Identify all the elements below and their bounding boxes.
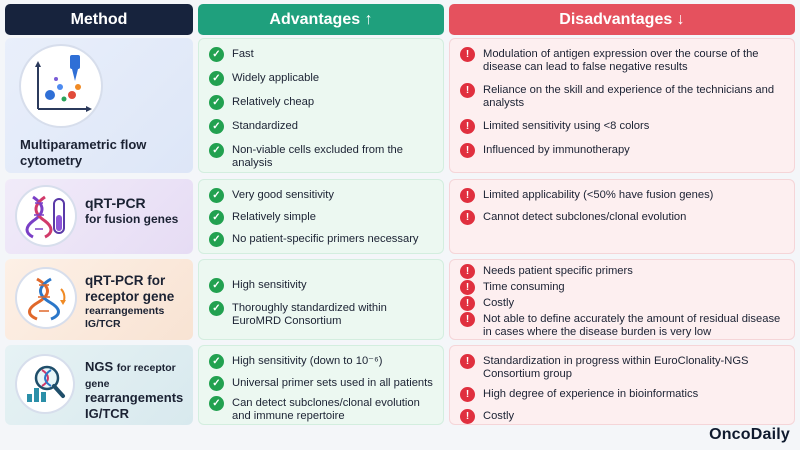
- check-icon: ✓: [209, 210, 224, 225]
- method-cell-flow-cytometry: [5, 38, 193, 173]
- method-cell-ngs: [5, 345, 193, 425]
- advantages-header: Advantages ↑: [198, 4, 444, 35]
- check-icon: ✓: [209, 301, 224, 316]
- advantage-item: ✓ Widely applicable: [209, 71, 437, 86]
- method-header: Method: [5, 4, 193, 35]
- advantage-item: ✓ Non-viable cells excluded from the analysis: [209, 143, 437, 170]
- dna-magnifier-icon: [15, 354, 75, 414]
- disadvantage-item: ! Modulation of antigen expression over the course of the disease can lead to false negative results: [460, 47, 788, 74]
- check-icon: ✓: [209, 278, 224, 293]
- advantage-item: ✓ Fast: [209, 47, 437, 62]
- alert-icon: !: [460, 409, 475, 424]
- disadvantages-cell-flow-cytometry: [449, 38, 795, 173]
- advantages-cell-qrt-pcr-receptor: [198, 259, 444, 340]
- advantage-item: ✓ Very good sensitivity: [209, 188, 437, 203]
- alert-icon: !: [460, 387, 475, 402]
- alert-icon: !: [460, 143, 475, 158]
- disadvantage-item: ! Standardization in progress within EuroClonality-NGS Consortium group: [460, 354, 788, 381]
- disadvantage-item: ! Costly: [460, 409, 788, 424]
- alert-icon: !: [460, 188, 475, 203]
- check-icon: ✓: [209, 47, 224, 62]
- check-icon: ✓: [209, 396, 224, 411]
- alert-icon: !: [460, 312, 475, 327]
- dna-cycle-icon: [15, 267, 77, 329]
- check-icon: ✓: [209, 95, 224, 110]
- check-icon: ✓: [209, 143, 224, 158]
- advantage-item: ✓ High sensitivity: [209, 278, 437, 293]
- alert-icon: !: [460, 280, 475, 295]
- alert-icon: !: [460, 210, 475, 225]
- alert-icon: !: [460, 264, 475, 279]
- method-cell-qrt-pcr-receptor: [5, 259, 193, 340]
- disadvantages-cell-ngs: [449, 345, 795, 425]
- alert-icon: !: [460, 354, 475, 369]
- advantage-item: ✓ Relatively cheap: [209, 95, 437, 110]
- disadvantage-item: ! Costly: [460, 296, 788, 311]
- advantage-item: ✓ High sensitivity (down to 10⁻⁶): [209, 354, 437, 369]
- advantage-item: ✓ Can detect subclones/clonal evolution and immune repertoire: [209, 396, 437, 423]
- disadvantage-item: ! Limited applicability (<50% have fusion genes): [460, 188, 788, 203]
- advantage-item: ✓ Standardized: [209, 119, 437, 134]
- alert-icon: !: [460, 119, 475, 134]
- check-icon: ✓: [209, 188, 224, 203]
- alert-icon: !: [460, 47, 475, 62]
- alert-icon: !: [460, 83, 475, 98]
- method-title: qRT-PCR for receptor gene rearrangements IG/TCR: [85, 273, 175, 330]
- check-icon: ✓: [209, 354, 224, 369]
- disadvantage-item: ! Reliance on the skill and experience of the technicians and analysts: [460, 83, 788, 110]
- method-title: qRT-PCR for fusion genes: [85, 195, 179, 226]
- check-icon: ✓: [209, 376, 224, 391]
- check-icon: ✓: [209, 119, 224, 134]
- dna-test-tube-icon: [15, 185, 77, 247]
- method-cell-qrt-pcr-fusion: [5, 179, 193, 254]
- advantage-item: ✓ Thoroughly standardized within EuroMRD Consortium: [209, 301, 437, 328]
- disadvantages-cell-qrt-pcr-receptor: [449, 259, 795, 340]
- disadvantage-item: ! Time consuming: [460, 280, 788, 295]
- advantage-item: ✓ Relatively simple: [209, 210, 437, 225]
- disadvantage-item: ! Influenced by immunotherapy: [460, 143, 788, 158]
- advantage-item: ✓ No patient-specific primers necessary: [209, 232, 437, 247]
- method-title: NGS for receptor gene rearrangements IG/TCR: [85, 359, 184, 421]
- advantages-cell-flow-cytometry: [198, 38, 444, 173]
- disadvantage-item: ! High degree of experience in bioinformatics: [460, 387, 788, 402]
- disadvantage-item: ! Limited sensitivity using <8 colors: [460, 119, 788, 134]
- disadvantages-cell-qrt-pcr-fusion: [449, 179, 795, 254]
- check-icon: ✓: [209, 232, 224, 247]
- disadvantage-item: ! Needs patient specific primers: [460, 264, 788, 279]
- advantage-item: ✓ Universal primer sets used in all patients: [209, 376, 437, 391]
- disadvantage-item: ! Not able to define accurately the amount of residual disease in cases where the disease burden is very low: [460, 312, 788, 339]
- disadvantages-header: Disadvantages ↓: [449, 4, 795, 35]
- method-title: Multiparametric flow cytometry: [20, 137, 147, 168]
- brand-logo: OncoDaily: [709, 426, 790, 443]
- alert-icon: !: [460, 296, 475, 311]
- advantages-cell-ngs: [198, 345, 444, 425]
- advantages-cell-qrt-pcr-fusion: [198, 179, 444, 254]
- flow-cytometry-icon: [19, 44, 103, 128]
- disadvantage-item: ! Cannot detect subclones/clonal evolution: [460, 210, 788, 225]
- check-icon: ✓: [209, 71, 224, 86]
